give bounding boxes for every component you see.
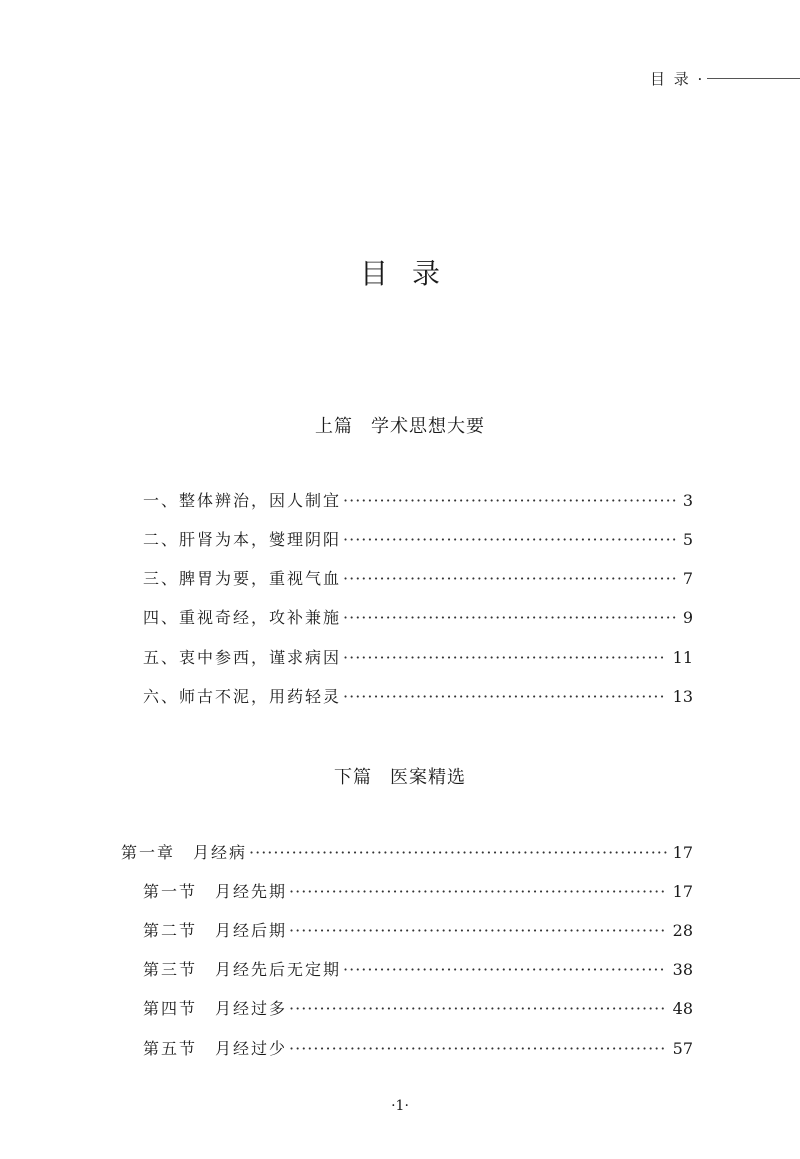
leader-dots (343, 646, 667, 670)
leader-dots (249, 841, 667, 865)
toc-entry-label: 第三节 月经先后无定期 (143, 960, 342, 979)
toc-entry[interactable] (143, 880, 693, 904)
toc-entry-page: 17 (672, 843, 693, 862)
toc-entry-label: 六、师古不泥，用药轻灵 (143, 687, 342, 706)
running-header-text: 目 录 · (650, 70, 705, 88)
leader-dots (343, 567, 677, 591)
part1-subtitle: 学术思想大要 (371, 416, 485, 437)
toc-entry-page: 48 (672, 999, 693, 1018)
page-number: ·1· (391, 1098, 409, 1114)
toc-entry-page: 57 (672, 1039, 693, 1058)
toc-entry[interactable] (143, 567, 693, 591)
toc-entry[interactable] (143, 958, 693, 982)
running-header-rule (707, 78, 800, 79)
toc-entry[interactable] (143, 646, 693, 670)
leader-dots (289, 1037, 667, 1061)
leader-dots (343, 528, 677, 552)
toc-entry[interactable] (143, 685, 693, 709)
leader-dots (343, 685, 667, 709)
toc-entry-page: 7 (682, 569, 693, 588)
leader-dots (343, 489, 677, 513)
toc-entry-label: 第一节 月经先期 (143, 882, 288, 901)
toc-entry-label: 第一章 月经病 (121, 843, 248, 862)
toc-entry-label: 二、肝肾为本，燮理阴阳 (143, 530, 342, 549)
part2-title: 下篇 (334, 767, 372, 788)
leader-dots (289, 919, 667, 943)
toc-entry[interactable] (143, 489, 693, 513)
toc-entry-page: 11 (672, 648, 693, 667)
part1-title: 上篇 (315, 416, 353, 437)
toc-entry[interactable] (143, 528, 693, 552)
toc-entry-page: 17 (672, 882, 693, 901)
part1-heading (0, 412, 800, 438)
leader-dots (343, 958, 667, 982)
page-title: 目录 (359, 257, 464, 290)
leader-dots (343, 606, 677, 630)
toc-entry-label: 第四节 月经过多 (143, 999, 288, 1018)
leader-dots (289, 997, 667, 1021)
toc-entry-page: 28 (672, 921, 693, 940)
toc-entry-label: 三、脾胃为要，重视气血 (143, 569, 342, 588)
part2-subtitle: 医案精选 (390, 767, 466, 788)
toc-entry-label: 一、整体辨治，因人制宜 (143, 491, 342, 510)
running-header (650, 68, 800, 89)
toc-entry-label: 四、重视奇经，攻补兼施 (143, 608, 342, 627)
toc-entry[interactable] (143, 919, 693, 943)
toc-entry[interactable] (143, 606, 693, 630)
toc-entry-page: 13 (672, 687, 693, 706)
leader-dots (289, 880, 667, 904)
toc-entry-label: 第五节 月经过少 (143, 1039, 288, 1058)
toc-chapter-entry[interactable] (121, 841, 693, 865)
toc-entry-label: 五、衷中参西，谨求病因 (143, 648, 342, 667)
toc-entry-page: 5 (682, 530, 693, 549)
toc-entry[interactable] (143, 997, 693, 1021)
toc-entry-page: 3 (682, 491, 693, 510)
part2-heading (0, 763, 800, 789)
toc-entry-page: 9 (682, 608, 693, 627)
toc-entry-label: 第二节 月经后期 (143, 921, 288, 940)
toc-entry[interactable] (143, 1037, 693, 1061)
toc-entry-page: 38 (672, 960, 693, 979)
